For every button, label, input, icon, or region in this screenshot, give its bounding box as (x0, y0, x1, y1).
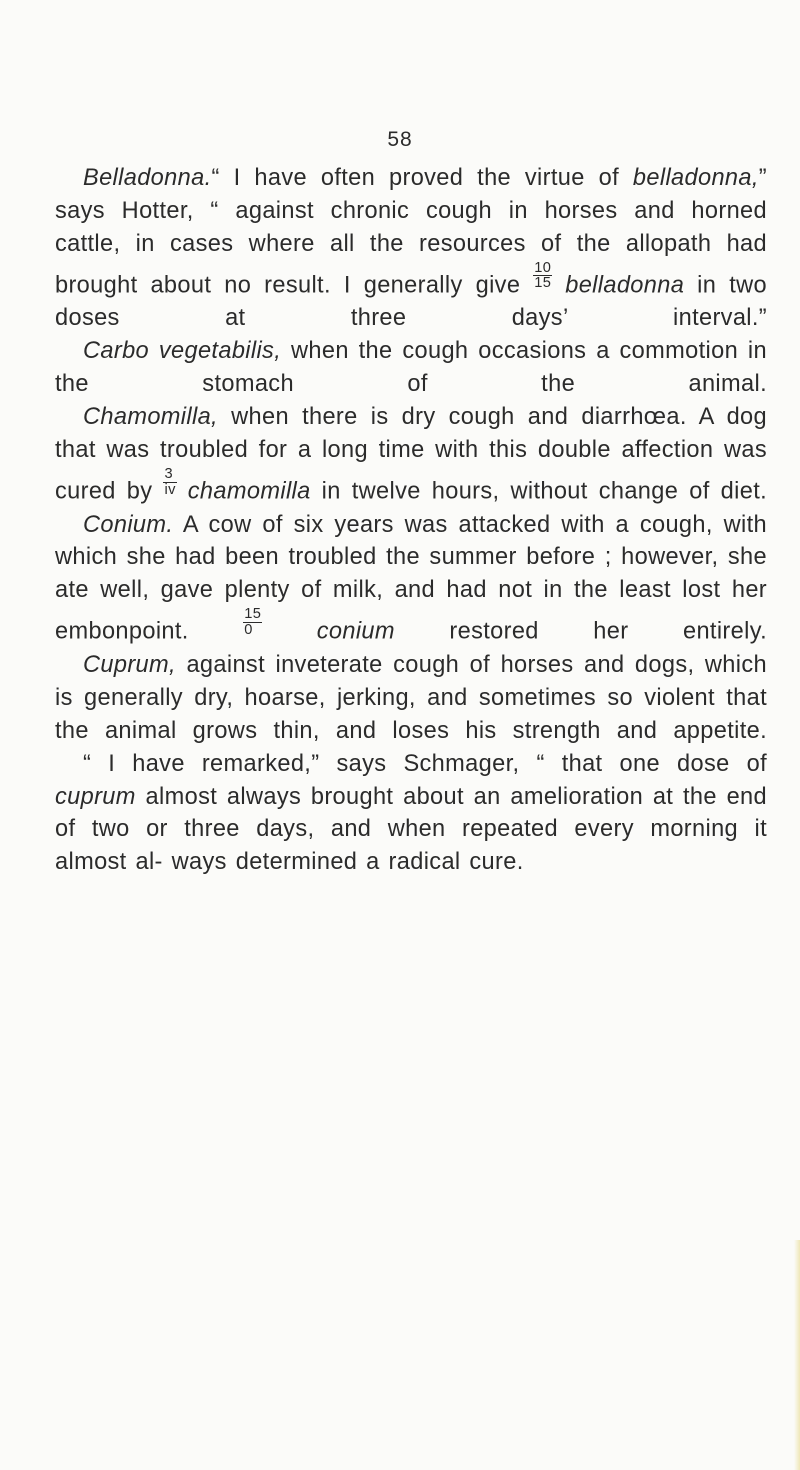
dose-numerator: 10 (534, 259, 552, 276)
paragraph-text: when there is dry cough and diarrhœa. A dog that was troubled for a long time with this double affection was cured by (55, 404, 767, 505)
page-body (55, 162, 767, 879)
paragraph-belladonna (55, 162, 767, 335)
paragraph-text: against inveterate cough of horses and dogs, which is generally dry, hoarse, jerking, and sometimes so violent that the animal grows thin, and loses his strength and appetite. (55, 651, 767, 744)
paragraph-text (262, 619, 317, 645)
paragraph-text: when the cough occasions a commotion in the stomach of the animal. (55, 338, 767, 398)
remedy-heading-carbo-vegetabilis: Carbo vegetabilis, (83, 338, 282, 365)
paragraph-text: ” says Hotter, “ against chronic cough in horses and horned cattle, in cases where all the resources of the allopath had brought about no result. I generally give (55, 165, 767, 299)
remedy-name: cuprum (55, 783, 136, 810)
remedy-name: chamomilla (187, 478, 311, 505)
dose-denominator: 0 (244, 621, 253, 638)
page-edge-discoloration (794, 1240, 800, 1470)
paragraph-carbo-vegetabilis (55, 335, 767, 401)
paragraph-text: almost always brought about an amelioration at the end of two or three days, and when repeated every morning it almost al- ways determined a radical cure. (55, 783, 767, 876)
remedy-name: conium (316, 618, 395, 645)
paragraph-text: A cow of six years was attacked with a cough, with which she had been troubled the summer before ; however, she ate well, gave plenty of milk, and had not in the least lost her embonpoint. (55, 511, 767, 645)
paragraph-text (177, 479, 188, 505)
paragraph-text: in twelve hours, without change of diet. (310, 478, 768, 505)
remedy-name: belladonna, (632, 165, 759, 191)
remedy-heading-cuprum: Cuprum, (83, 651, 176, 678)
paragraph-schmager-quote (55, 748, 767, 880)
page-number: 58 (387, 128, 413, 151)
paragraph-text: “ I have remarked,” says Schmager, “ that one dose of (83, 750, 767, 777)
dose-denominator: 15 (534, 275, 552, 292)
dose-numerator: 15 (244, 606, 262, 623)
paragraph-chamomilla (55, 401, 767, 508)
dose-fraction (243, 607, 262, 637)
dose-numerator: 3 (163, 467, 176, 483)
paragraph-text: in two doses at three days’ interval.” (55, 272, 767, 332)
remedy-heading-chamomilla: Chamomilla, (83, 404, 218, 431)
dose-denominator: iv (164, 481, 176, 498)
remedy-heading-belladonna: Belladonna. (83, 165, 212, 191)
paragraph-text: “ I have often proved the virtue of (211, 165, 633, 191)
remedy-name: belladonna (565, 272, 685, 299)
paragraph-text: restored her entirely. (394, 618, 767, 645)
dose-fraction (163, 467, 176, 497)
paragraph-conium (55, 509, 767, 649)
remedy-heading-conium: Conium. (83, 511, 174, 538)
paragraph-text (552, 272, 565, 298)
paragraph-cuprum (55, 649, 767, 748)
dose-fraction (533, 261, 552, 291)
